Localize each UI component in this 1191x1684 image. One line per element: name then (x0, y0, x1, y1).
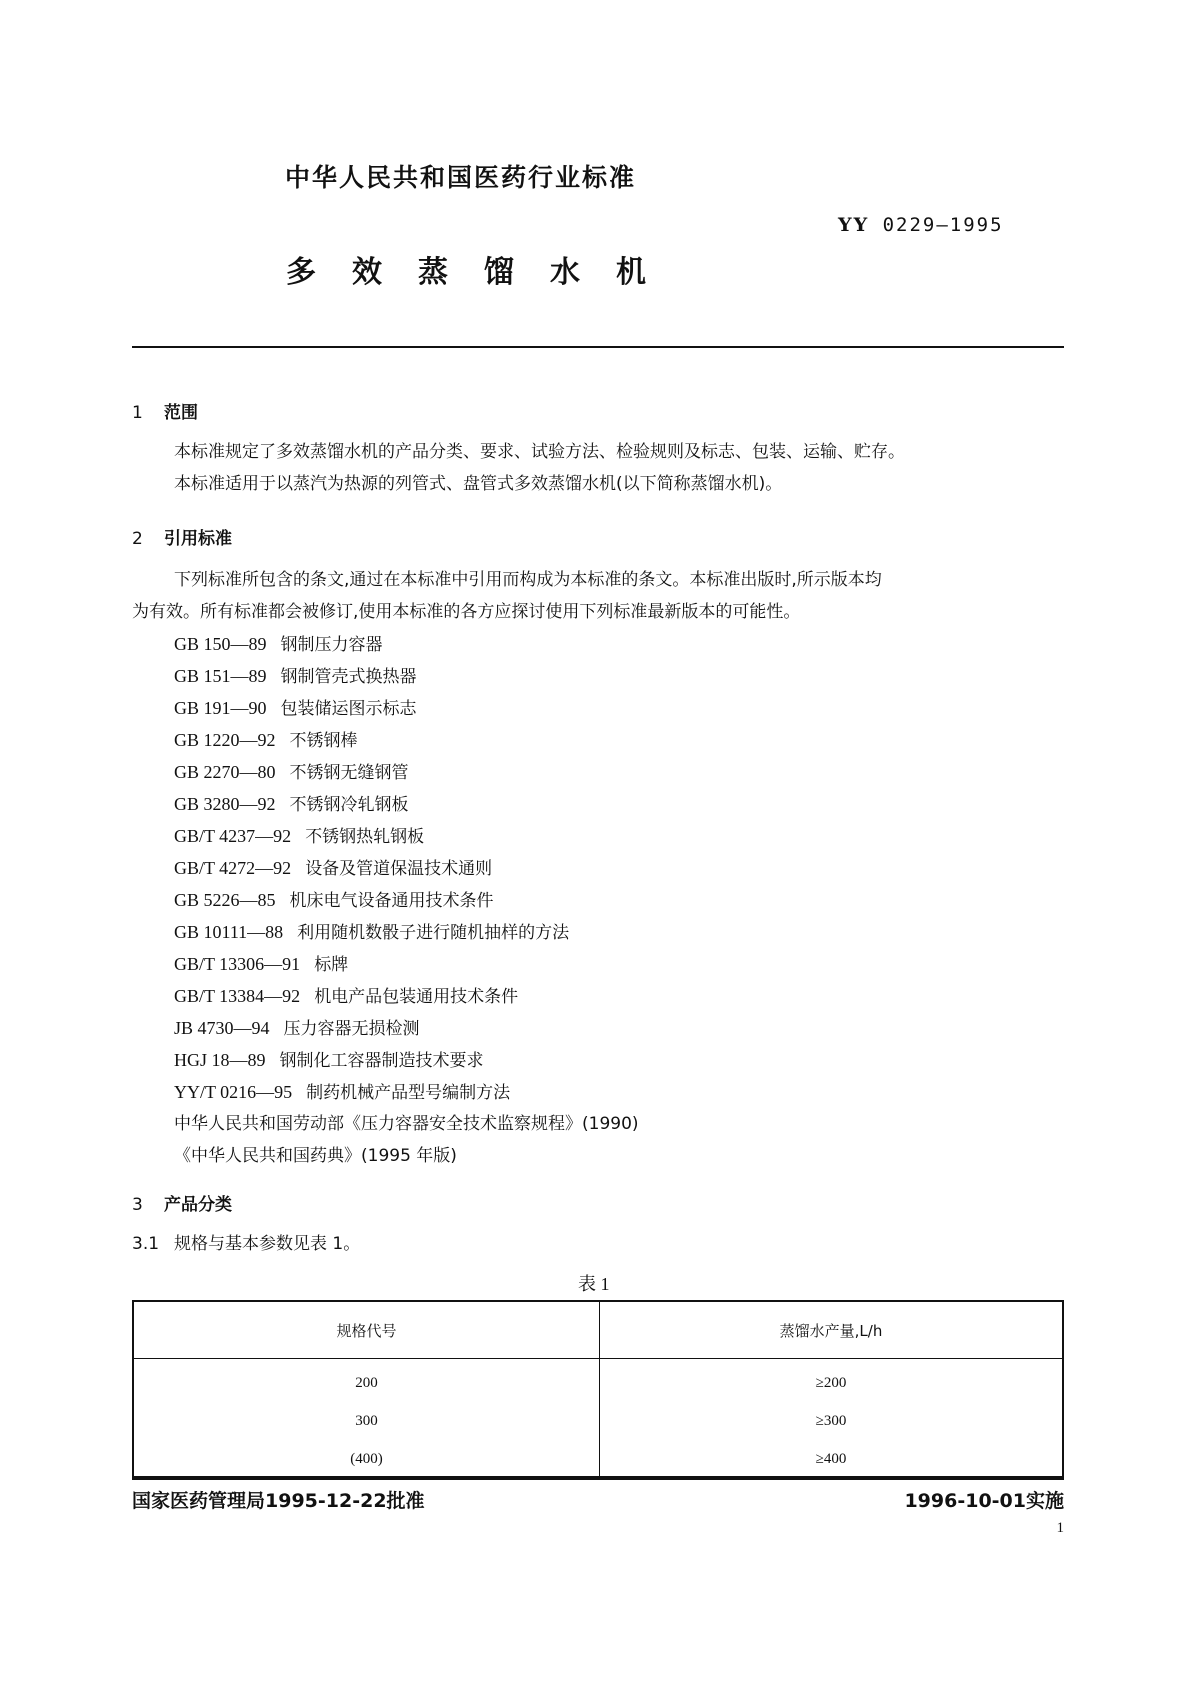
document-title-char: 馏 (484, 255, 514, 290)
section-title: 引用标准 (164, 529, 232, 549)
reference-item (174, 1044, 639, 1076)
reference-item (174, 1076, 639, 1108)
section-1-heading (132, 398, 198, 423)
reference-item (174, 788, 639, 820)
reference-code: GB/T 13306—91 (174, 954, 301, 974)
section-1-paragraph: 本标准规定了多效蒸馏水机的产品分类、要求、试验方法、检验规则及标志、包装、运输、贮存。 (174, 442, 905, 462)
section-number: 1 (132, 403, 143, 423)
document-title (286, 247, 682, 291)
header-divider (132, 346, 1064, 348)
reference-code: GB 151—89 (174, 666, 267, 686)
reference-title: 标牌 (314, 955, 349, 975)
cell-output: ≥200 (600, 1359, 1064, 1403)
reference-item (174, 660, 639, 692)
cell-spec-code: 300 (133, 1402, 600, 1440)
standard-number (838, 214, 1004, 236)
reference-title: 制药机械产品型号编制方法 (306, 1083, 511, 1103)
table-caption: 表 1 (578, 1274, 610, 1294)
reference-title: 机电产品包装通用技术条件 (314, 987, 519, 1007)
reference-code: GB 3280—92 (174, 794, 276, 814)
standard-code: 0229—1995 (882, 214, 1004, 236)
column-header-output: 蒸馏水产量,L/h (600, 1301, 1064, 1359)
table-row (133, 1440, 1063, 1479)
section-1-paragraph: 本标准适用于以蒸汽为热源的列管式、盘管式多效蒸馏水机(以下简称蒸馏水机)。 (174, 474, 783, 494)
reference-code: GB 10111—88 (174, 922, 284, 942)
reference-item (174, 820, 639, 852)
section-title: 范围 (164, 403, 198, 423)
section-number: 2 (132, 529, 143, 549)
column-header-spec-code: 规格代号 (133, 1301, 600, 1359)
document-title-char: 水 (550, 255, 580, 290)
cell-spec-code: 200 (133, 1359, 600, 1403)
reference-code: GB 1220—92 (174, 730, 276, 750)
reference-title: 钢制管壳式换热器 (280, 667, 417, 687)
reference-item-regulation: 中华人民共和国劳动部《压力容器安全技术监察规程》(1990) (174, 1114, 639, 1134)
reference-item (174, 884, 639, 916)
reference-code: GB 150—89 (174, 634, 267, 654)
reference-code: GB 191—90 (174, 698, 267, 718)
document-title-char: 效 (352, 255, 382, 290)
section-number: 3 (132, 1195, 143, 1215)
document-title-char: 蒸 (418, 255, 448, 290)
reference-title: 不锈钢无缝钢管 (289, 763, 409, 783)
subsection-number: 3.1 (132, 1234, 160, 1254)
reference-title: 不锈钢棒 (289, 731, 358, 751)
subsection-text: 规格与基本参数见表 1。 (174, 1234, 361, 1254)
reference-title: 不锈钢冷轧钢板 (289, 795, 409, 815)
reference-item (174, 916, 639, 948)
subsection-3-1 (132, 1228, 360, 1260)
reference-item (174, 852, 639, 884)
reference-code: JB 4730—94 (174, 1018, 270, 1038)
reference-item-pharmacopoeia: 《中华人民共和国药典》(1995 年版) (174, 1146, 457, 1166)
reference-item (174, 1012, 639, 1044)
reference-code: GB/T 4237—92 (174, 826, 292, 846)
section-2-intro-continued: 为有效。所有标准都会被修订,使用本标准的各方应探讨使用下列标准最新版本的可能性。 (132, 602, 801, 622)
referenced-standards-list (174, 628, 639, 1172)
section-title: 产品分类 (164, 1195, 232, 1215)
reference-title: 机床电气设备通用技术条件 (289, 891, 494, 911)
reference-item (174, 692, 639, 724)
cell-output: ≥400 (600, 1440, 1064, 1479)
reference-title: 包装储运图示标志 (280, 699, 417, 719)
reference-item (174, 948, 639, 980)
reference-item (174, 724, 639, 756)
reference-item (174, 628, 639, 660)
reference-title: 设备及管道保温技术通则 (305, 859, 493, 879)
cell-spec-code: (400) (133, 1440, 600, 1479)
reference-title: 钢制压力容器 (280, 635, 383, 655)
standard-prefix: YY (838, 214, 870, 236)
reference-title: 利用随机数骰子进行随机抽样的方法 (297, 923, 570, 943)
reference-code: GB/T 13384—92 (174, 986, 301, 1006)
reference-title: 不锈钢热轧钢板 (305, 827, 425, 847)
table-row (133, 1359, 1063, 1403)
page-number: 1 (1056, 1520, 1064, 1536)
reference-item (174, 756, 639, 788)
reference-title: 钢制化工容器制造技术要求 (279, 1051, 484, 1071)
section-2-intro: 下列标准所包含的条文,通过在本标准中引用而构成为本标准的条文。本标准出版时,所示版本均 (174, 570, 882, 590)
reference-code: GB/T 4272—92 (174, 858, 292, 878)
document-title-char: 机 (616, 255, 646, 290)
parameters-table (132, 1300, 1064, 1480)
standard-category-title: 中华人民共和国医药行业标准 (285, 163, 637, 192)
section-3-heading (132, 1190, 232, 1215)
footer-divider (132, 1476, 1064, 1478)
reference-code: HGJ 18—89 (174, 1050, 266, 1070)
table-row (133, 1402, 1063, 1440)
approval-statement: 国家医药管理局1995-12-22批准 (132, 1490, 425, 1512)
reference-code: GB 2270—80 (174, 762, 276, 782)
document-title-char: 多 (286, 255, 316, 290)
table-header-row (133, 1301, 1063, 1359)
reference-item (174, 980, 639, 1012)
reference-code: YY/T 0216—95 (174, 1082, 293, 1102)
cell-output: ≥300 (600, 1402, 1064, 1440)
reference-title: 压力容器无损检测 (283, 1019, 420, 1039)
effective-date: 1996-10-01实施 (904, 1490, 1064, 1512)
section-2-heading (132, 524, 232, 549)
reference-code: GB 5226—85 (174, 890, 276, 910)
